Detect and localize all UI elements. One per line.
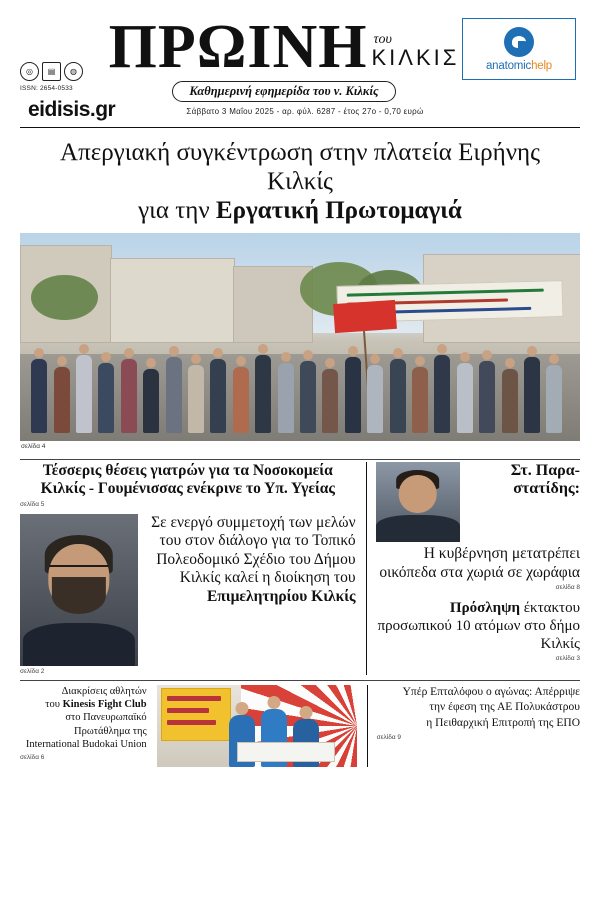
- story-parastatidis-name-line1: Στ. Παρα-: [510, 462, 580, 479]
- story-chamber-text-normal: Σε ενεργό συμμετοχή των μελών του στον διάλογο για το Τοπικό Πολεοδομικό Σχέδιο του Δήμου Κιλκίς καλεί η διοίκηση του: [151, 513, 356, 587]
- newspaper-title-row: [106, 13, 462, 81]
- story-parastatidis-name: [467, 462, 580, 542]
- story-chamber-text-bold: Επιμελητηρίου Κιλκίς: [206, 587, 356, 605]
- masthead-left: [20, 18, 106, 92]
- press-emblem-3-icon: ◍: [64, 62, 83, 81]
- masthead-right: [462, 18, 580, 80]
- photo-crowd: [20, 329, 580, 433]
- story-hiring-text-normal: έκτακτου προσωπικού 10 ατόμων στο δήμο Κιλκίς: [377, 600, 580, 653]
- mid-left-column: [20, 462, 356, 675]
- story-parastatidis-photo: [376, 462, 460, 542]
- story-epo-column[interactable]: [367, 685, 580, 767]
- story-epo-line2: την έφεση της ΑΕ Πολυκάστρου: [429, 701, 580, 714]
- story-parastatidis-body: Η κυβέρνηση μετατρέπει οικόπεδα στα χωριά σε χωράφια: [379, 545, 580, 581]
- newspaper-title-kilkis: ΚΙΛΚΙΣ: [371, 44, 460, 70]
- story-kinesis-photo: [157, 685, 357, 767]
- story-chamber-text: [146, 514, 356, 666]
- lead-headline[interactable]: [20, 128, 580, 233]
- website-link[interactable]: eidisis.gr: [28, 98, 116, 121]
- press-emblem-2-icon: ▤: [42, 62, 61, 81]
- story-kinesis-line2: [20, 698, 147, 711]
- story-parastatidis-name-line2: στατίδης:: [513, 479, 580, 497]
- anatomic-help-name-part1: anatomic: [485, 59, 532, 72]
- anatomic-help-name: [486, 60, 552, 72]
- lead-photo-protest: [20, 233, 580, 441]
- story-chamber[interactable]: [20, 514, 356, 666]
- issn-code: ISSN: 2654-0533: [20, 85, 73, 92]
- story-kinesis-line1: Διακρίσεις αθλητών: [61, 685, 147, 697]
- press-emblems: [20, 62, 106, 81]
- story-chamber-page-ref: σελίδα 2: [20, 667, 45, 675]
- story-kinesis-text-column[interactable]: [20, 685, 147, 767]
- section-divider-2: [20, 680, 580, 681]
- photo-white-banner: [237, 742, 335, 762]
- section-divider-1: [20, 459, 580, 460]
- story-kinesis-photo-column: [157, 685, 357, 767]
- story-hiring-page-ref: σελίδα 3: [555, 655, 580, 663]
- story-kinesis-text: [20, 685, 147, 752]
- story-epo-page-ref: σελίδα 9: [376, 734, 402, 742]
- newspaper-subtitle-block: [372, 33, 460, 77]
- lead-headline-line2: [24, 196, 576, 225]
- masthead-center: [106, 13, 462, 102]
- story-parastatidis-page-ref: σελίδα 8: [555, 584, 580, 592]
- mid-right-column: [366, 462, 580, 675]
- photo-yellow-sign: [161, 688, 231, 741]
- anatomic-help-logo-icon: [504, 27, 534, 57]
- story-epo-line3: η Πειθαρχική Επιτροπή της ΕΠΟ: [426, 717, 580, 730]
- story-chamber-portrait-photo: [20, 514, 138, 666]
- bottom-section: [20, 685, 580, 767]
- lead-headline-line2-bold: Εργατική Πρωτομαγιά: [215, 197, 462, 224]
- masthead: [20, 13, 580, 98]
- story-kinesis-line2-bold: Kinesis Fight Club: [62, 699, 147, 710]
- newspaper-slogan: Καθημερινή εφημερίδα του ν. Κιλκίς: [172, 81, 395, 102]
- story-kinesis-line2-normal: του: [45, 699, 63, 710]
- dateline-wrap: [148, 101, 462, 119]
- lead-headline-line2-normal: για την: [138, 197, 216, 224]
- story-hiring[interactable]: [376, 599, 580, 653]
- story-kinesis-line3: στο Πανευρωπαϊκό Πρωτάθλημα της International Budokai Union: [25, 712, 147, 751]
- story-doctors-page-ref: σελίδα 5: [20, 500, 45, 508]
- advertisement-anatomic-help[interactable]: [462, 18, 576, 80]
- story-hiring-text-bold: Πρόσληψη: [449, 600, 520, 617]
- lead-headline-line1: Απεργιακή συγκέντρωση στην πλατεία Ειρήνης Κιλκίς: [60, 139, 540, 195]
- story-doctors-headline[interactable]: Τέσσερις θέσεις γιατρών για τα Νοσοκομεία Κιλκίς - Γουμένισσας ενέκρινε το Υπ. Υγείας: [40, 462, 335, 498]
- newspaper-title-tou: του: [373, 31, 392, 47]
- story-epo-line1: Υπέρ Επταλόφου ο αγώνας: Απέρριψε: [402, 685, 580, 698]
- story-parastatidis-top[interactable]: [376, 462, 580, 542]
- mid-section: [20, 462, 580, 675]
- dateline: Σάββατο 3 Μαΐου 2025 - αρ. φύλ. 6287 - έτος 27ο - 0,70 ευρώ: [186, 107, 424, 116]
- story-kinesis-page-ref: σελίδα 6: [20, 753, 45, 761]
- newspaper-title: ΠΡΩΙΝΗ: [108, 13, 368, 81]
- anatomic-help-name-part2: help: [531, 59, 553, 72]
- lead-photo-page-ref: σελίδα 4: [21, 443, 46, 450]
- story-epo-text: [377, 685, 580, 733]
- press-emblem-1-icon: ◎: [20, 62, 39, 81]
